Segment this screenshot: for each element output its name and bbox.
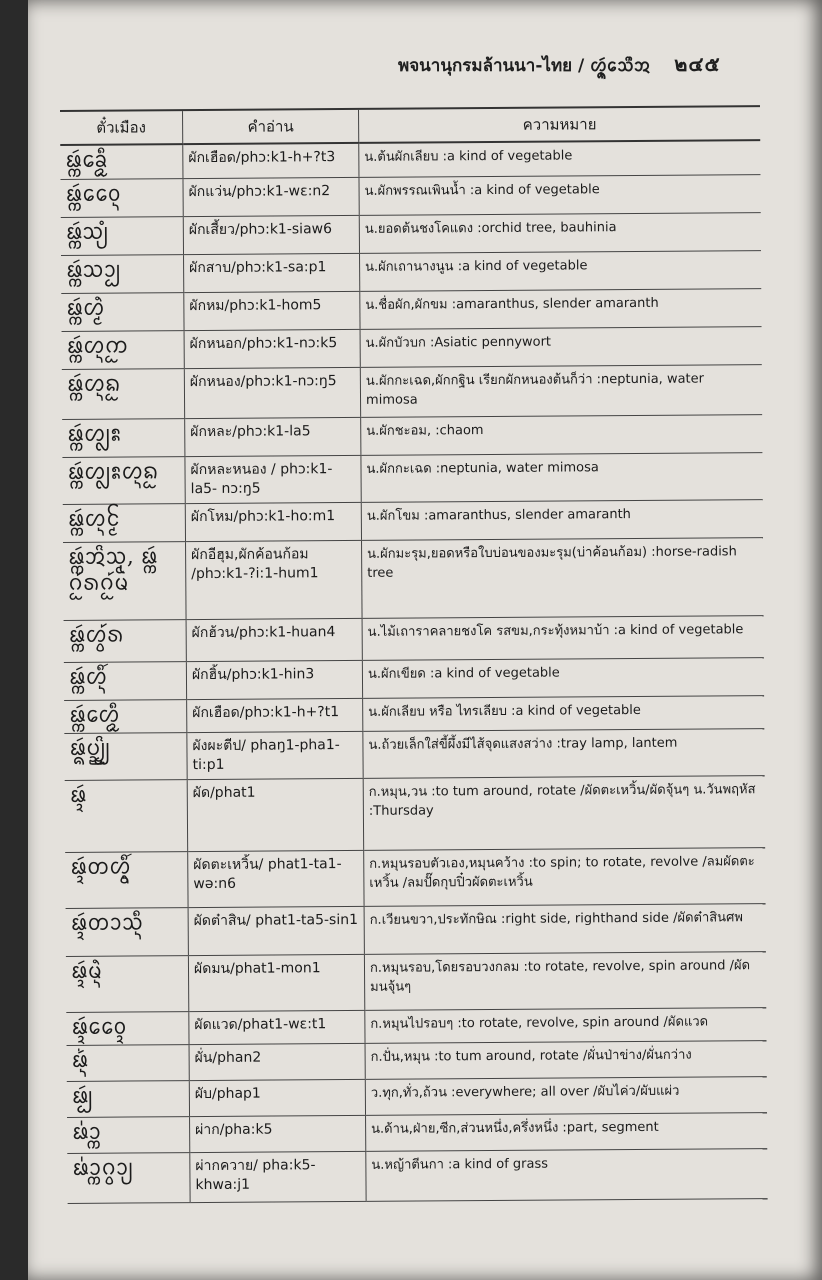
table-row	[64, 695, 764, 733]
meaning-cell: ว.ทุก,ทั่ว,ถ้วน :everywhere; all over /ผับไค่ว/ผับแผ่ว	[365, 1076, 767, 1115]
pronunciation-cell: ผักสาบ/phɔ:k1-sa:p1	[184, 253, 360, 292]
tai-tham-word: ᨹᩢ᩠ᨠᩉ᩠ᨶᩰ᩠ᨾ	[63, 503, 186, 542]
column-header-meaning: ความหมาย	[358, 106, 760, 143]
meaning-cell: น.ผักกะเฉด,ผักกฐิน เรียกผักหนองต้นก็ว่า :neptunia, water mimosa	[360, 364, 762, 417]
pronunciation-cell: ผั่น/phan2	[189, 1043, 365, 1080]
pronunciation-cell: ผักหละ/phɔ:k1-la5	[185, 417, 361, 456]
pronunciation-cell: ผังผะตีป/ phaŋ1-pha1-ti:p1	[187, 731, 363, 779]
meaning-cell: ก.หมุนไปรอบๆ :to rotate, revolve, spin around /ผัดแวด	[365, 1007, 767, 1043]
pronunciation-cell: ผักฮิ้น/phɔ:k1-hin3	[186, 660, 362, 699]
meaning-cell: น.ต้นผักเลียบ :a kind of vegetable	[359, 140, 761, 177]
table-row	[67, 1076, 767, 1117]
tai-tham-word: ᨹᩢ᩠ᨠᩉ᩠ᩃᩡ	[62, 418, 185, 457]
table-row	[61, 288, 761, 331]
tai-tham-word: ᨹᩢ᩠ᨠᩉᩫ᩠ᨾ	[61, 292, 184, 331]
pronunciation-cell: ผักฮ้วน/phɔ:k1-huan4	[186, 618, 362, 661]
dictionary-table	[60, 105, 768, 1203]
tai-tham-word: ᨹᩢ᩠ᨯᩅᩯ᩠ᨯ	[66, 1011, 189, 1045]
meaning-cell: น.ไม้เถาราคลายชงโค รสขม,กระทุ้งหมาบ้า :a kind of vegetable	[362, 615, 764, 660]
meaning-cell: น.ผักมะรุม,ยอดหรือใบบ่อนของมะรุม(บ่าค้อนก้อม) :horse-radish tree	[362, 537, 764, 618]
table-row	[64, 615, 764, 662]
table-row	[67, 1112, 767, 1153]
pronunciation-cell: ผัดมน/phat1-mon1	[188, 954, 364, 1011]
pronunciation-cell: ผัดแวด/phat1-wɛ:t1	[189, 1010, 365, 1044]
table-row	[63, 499, 763, 542]
table-row	[66, 903, 766, 956]
tai-tham-word: ᨹᩢ᩠ᨠᩉ᩠ᩃᩡᩉ᩠ᨶᩬᨦ	[62, 456, 185, 504]
table-row	[62, 452, 762, 504]
tai-tham-word: ᨹᩢ᩠ᨠᩋᩦᩈᩩ᩠ᨾ, ᨹᩢ᩠ᨠ ᨣᩬ᩶ᩁᨣᩬ᩶ᨾ	[63, 541, 186, 620]
table-row	[65, 775, 765, 852]
page-header	[398, 48, 798, 80]
meaning-cell: น.ด้าน,ฝ่าย,ซีก,ส่วนหนึ่ง,ครึ่งหนึ่ง :part, segment	[366, 1112, 768, 1151]
tai-tham-word: ᨹᩢ᩠ᨠᩈ᩠ᨿᩴ	[61, 216, 184, 255]
table-row	[67, 1040, 767, 1081]
tai-tham-word: ᨹᩢ᩠ᨠᩉ᩠ᩅ᩶ᩁ	[64, 619, 187, 662]
meaning-cell: น.ถ้วยเล็กใส่ขี้ผึ้งมีไส้จุดแสงสว่าง :tray lamp, lantem	[363, 728, 765, 778]
tai-tham-word: ᨹ᩵ᩣ᩠ᨠᨣ᩠ᩅᩣ᩠ᨿ	[67, 1152, 190, 1203]
pronunciation-cell: ผับ/phap1	[189, 1079, 365, 1116]
meaning-cell: น.ผักเลียบ หรือ ไทรเลียบ :a kind of vegetable	[363, 695, 765, 731]
pronunciation-cell: ผัด/phat1	[187, 778, 363, 851]
table-row	[65, 847, 765, 908]
table-row	[67, 1148, 767, 1203]
tai-tham-word: ᨹᩢ᩠ᨯᨾᩫ᩠ᨶ	[66, 955, 189, 1012]
pronunciation-cell: ผักหม/phɔ:k1-hom5	[184, 291, 360, 330]
pronunciation-cell: ผัดต๋าสิน/ phat1-ta5-sin1	[188, 906, 364, 955]
table-header-row	[60, 106, 760, 145]
table-row	[66, 1007, 766, 1045]
pronunciation-cell: ผัดตะเหวิ้น/ phat1-ta1-wə:n6	[188, 850, 364, 907]
book-page	[28, 0, 822, 1280]
tai-tham-word: ᨹᩢ᩠ᨯᨲᩣᩈᩥ᩠ᨶ	[66, 907, 189, 956]
pronunciation-cell: ผักหละหนอง / phɔ:k1-la5- nɔ:ŋ5	[185, 455, 361, 503]
meaning-cell: ก.หมุนรอบ,โดยรอบวงกลม :to rotate, revolve, spin around /ผัดมนจุ้นๆ	[364, 951, 766, 1010]
tai-tham-word: ᨹᩢ᩠ᨠᩉᩮᩬᩥ᩠ᨯ	[64, 699, 187, 733]
tai-tham-word: ᨹᩢ᩠ᨯᨲᩉ᩠ᩅᩥ᩠᩶ᨶ	[65, 851, 188, 908]
meaning-cell: น.ผักบัวบก :Asiatic pennywort	[360, 326, 762, 367]
meaning-cell: น.ผักโขม :amaranthus, slender amaranth	[361, 499, 763, 540]
page-number: ๒๔๕	[674, 52, 721, 76]
column-header-reading: คำอ่าน	[183, 109, 359, 144]
table-row	[62, 326, 762, 369]
pronunciation-cell: ผักหนอก/phɔ:k1-nɔ:k5	[184, 329, 360, 368]
pronunciation-cell: ผักอีฮุม,ผักค้อนก้อม /phɔ:k1-?i:1-hum1	[186, 540, 363, 619]
tai-tham-word: ᨹᩢ᩠ᨠᩈᩣ᩠ᨷ	[61, 254, 184, 293]
tai-tham-word: ᨹᩢ᩠᩵ᨶ	[67, 1044, 190, 1081]
meaning-cell: ก.เวียนขวา,ประทักษิณ :right side, righthand side /ผัดต๋าสินศพ	[364, 903, 766, 954]
meaning-cell: น.ชื่อผัก,ผักขม :amaranthus, slender amaranth	[360, 288, 762, 329]
meaning-cell: น.ผักเขียด :a kind of vegetable	[362, 657, 764, 698]
tai-tham-word: ᨹᩢ᩠ᨷ	[67, 1080, 190, 1117]
meaning-cell: น.ยอดต้นชงโคแดง :orchid tree, bauhinia	[359, 212, 761, 253]
running-title: พจนานุกรมล้านนา-ไทย / ᩉ᩠ᨶᩢ᩠ᨦᩈᩮᩨᩋ	[398, 56, 651, 76]
tai-tham-word: ᨹᩢ᩠ᨯ	[65, 779, 188, 852]
table-row	[60, 174, 760, 217]
meaning-cell: น.ผักเถานางนูน :a kind of vegetable	[360, 250, 762, 291]
column-header-script: ตั๋วเมือง	[60, 110, 183, 145]
table-row	[60, 140, 760, 179]
pronunciation-cell: ผ่าก/pha:k5	[190, 1115, 366, 1152]
tai-tham-word: ᨹᩢ᩠ᨠᨡᩮᩬᩥ᩠ᨯ	[60, 144, 183, 179]
meaning-cell: น.ผักชะอม, :chaom	[361, 414, 763, 455]
meaning-cell: น.ผักพรรณเพินน้ำ :a kind of vegetable	[359, 174, 761, 215]
pronunciation-cell: ผักหนอง/phɔ:k1-nɔ:ŋ5	[184, 367, 360, 418]
meaning-cell: ก.หมุนรอบตัวเอง,หมุนคว้าง :to spin; to rotate, revolve /ลมผัดตะเหวิ้น /ลมปั๊ดกุบปิ๋วผัดตะเหวิ้น	[364, 847, 766, 906]
tai-tham-word: ᨹᩢ᩠ᨠᩉ᩠ᨶᩬᨦ	[62, 368, 185, 419]
table-row	[62, 364, 762, 419]
table-row	[63, 537, 764, 620]
tai-tham-word: ᨹᩢ᩠ᨠᩅᩯ᩠ᨶ	[60, 178, 183, 217]
tai-tham-word: ᨹᩢ᩠ᨠᩉ᩠ᨶᩬᨠ	[62, 330, 185, 369]
pronunciation-cell: ผักเฮือด/phɔ:k1-h+?t3	[183, 143, 359, 178]
meaning-cell: ก.ปั่น,หมุน :to tum around, rotate /ผั่นป่าข่าง/ผั่นกว่าง	[365, 1040, 767, 1079]
table-row	[64, 657, 764, 700]
table-row	[62, 414, 762, 457]
meaning-cell: ก.หมุน,วน :to tum around, rotate /ผัดตะเหวิ้น/ผัดจุ้นๆ น.วันพฤหัส :Thursday	[363, 775, 765, 850]
pronunciation-cell: ผ่ากควาย/ pha:k5-khwa:j1	[190, 1151, 366, 1202]
tai-tham-word: ᨹᩢ᩠ᨠᩉᩥ᩠᩶ᨶ	[64, 661, 187, 700]
table-row	[61, 250, 761, 293]
pronunciation-cell: ผักโหม/phɔ:k1-ho:m1	[185, 502, 361, 541]
table-row	[64, 728, 764, 780]
meaning-cell: น.หญ้าตีนกา :a kind of grass	[366, 1148, 768, 1201]
pronunciation-cell: ผักเสี้ยว/phɔ:k1-siaw6	[183, 215, 359, 254]
meaning-cell: น.ผักกะเฉด :neptunia, water mimosa	[361, 452, 763, 502]
tai-tham-word: ᨹᩢ᩠ᨦᨷ᩠ᨬᩦ᩠ᨷ	[64, 732, 187, 780]
pronunciation-cell: ผักเฮือด/phɔ:k1-h+?t1	[187, 698, 363, 732]
pronunciation-cell: ผักแว่น/phɔ:k1-wɛ:n2	[183, 177, 359, 216]
tai-tham-word: ᨹ᩵ᩣ᩠ᨠ	[67, 1116, 190, 1153]
table-row	[66, 951, 766, 1012]
table-row	[61, 212, 761, 255]
